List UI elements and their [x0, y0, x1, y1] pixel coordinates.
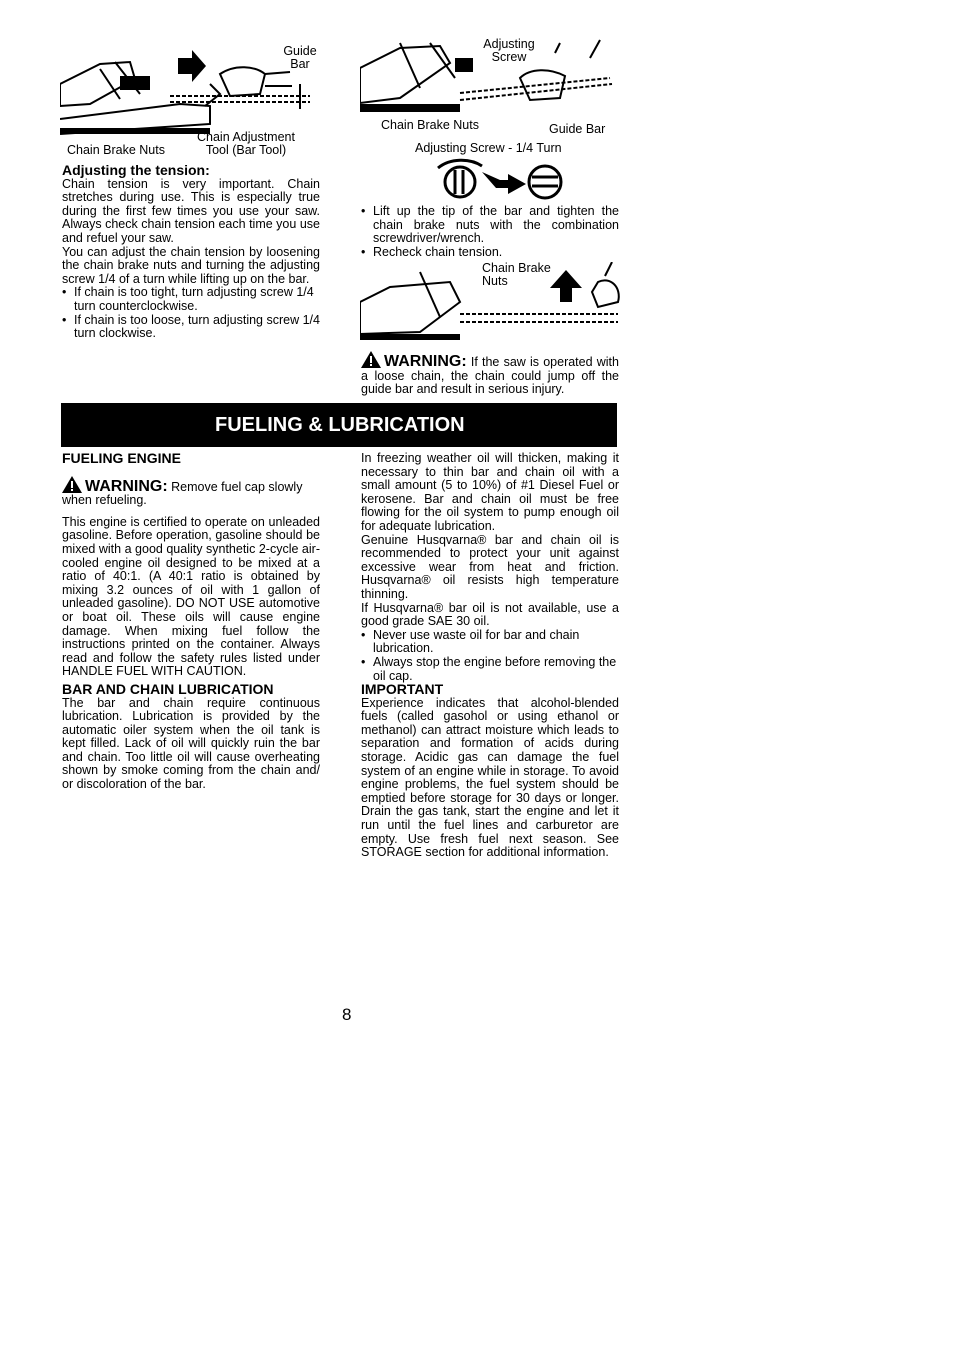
lubrication-para: The bar and chain require continuous lubrication. Lubrication is provided by the automatic oiler system when the oil tank is kept filled. Lack of oil will quickly ruin the bar and chain. Too little oil will cause overheating shown by smoke coming from the chain and/ or discoloration of the bar.	[62, 695, 320, 792]
fig2-guide-bar-label: Guide Bar	[549, 122, 606, 136]
list-item: • Always stop the engine before removing the oil cap.	[361, 656, 619, 683]
list-item: • Never use waste oil for bar and chain lubrication.	[361, 629, 619, 656]
sae-oil-para: If Husqvarna® bar oil is not available, use a good grade SAE 30 oil.	[361, 600, 619, 629]
list-item: • If chain is too tight, turn adjusting screw 1/4 turn counterclockwise.	[62, 286, 320, 313]
label-line: Screw	[491, 50, 527, 64]
fig1-tool-label	[190, 131, 302, 157]
important-para: Experience indicates that alcohol-blended fuels (called gasohol or using ethanol or methanol) can attract moisture which leads to separation and formation of acids during storage. Acidic gas can damage the fuel system of an engine while in storage. To avoid engine problems, the fuel system should be emptied before storage for 30 days or longer. Drain the gas tank, start the engine and let it run until the fuel lines and carburetor are empty. Use fresh fuel next season. See STORAGE section for additional information.	[361, 695, 619, 860]
section-title: FUELING & LUBRICATION	[215, 414, 465, 436]
fuel-para: This engine is certified to operate on unleaded gasoline. Before operation, gasoline should be mixed with a good quality synthetic 2-cycle air-cooled engine oil designed to be mixed at a ratio of 40:1. (A 40:1 ratio is obtained by mixing 3.2 ounces of oil with 1 gallon of unleaded gasoline). DO NOT USE automotive or boat oil. These oils will cause engine damage. When mixing fuel follow the instructions printed on the container. Always read and follow the safety rules listed under HANDLE FUEL WITH CAUTION.	[62, 514, 320, 679]
freezing-para: In freezing weather oil will thicken, making it necessary to thin bar and chain oil with a small amount (5 to 10%) of #1 Diesel Fuel or kerosene. Bar and chain oil must be free flowing for the oil system to pump enough oil for adequate lubrication.	[361, 451, 619, 533]
right-bottom-column	[361, 452, 619, 860]
adjusting-tension-heading: Adjusting the tension:	[62, 162, 210, 178]
warning-label: WARNING:	[85, 477, 168, 495]
fig1-brake-nuts-label: Chain Brake Nuts	[67, 143, 165, 157]
fig4-brake-nuts-label	[482, 262, 551, 288]
fig2-adjusting-screw-label	[478, 38, 540, 64]
important-heading: IMPORTANT	[361, 681, 444, 698]
list-item: • If chain is too loose, turn adjusting screw 1/4 turn clockwise.	[62, 314, 320, 341]
label-line: Guide	[283, 44, 317, 58]
fig2-brake-nuts-label: Chain Brake Nuts	[381, 118, 479, 132]
warning-text: If the saw is operated with a loose chain, the chain could jump off the guide bar and result in serious injury.	[361, 355, 619, 397]
warning-label: WARNING:	[384, 353, 467, 370]
list-item: • Recheck chain tension.	[361, 246, 619, 260]
warning-text: Remove fuel cap slowly when refueling.	[62, 479, 303, 508]
fig3-caption: Adjusting Screw - 1/4 Turn	[415, 141, 562, 155]
page-number: 8	[342, 1005, 352, 1024]
tension-para2: You can adjust the chain tension by loosening the chain brake nuts and turning the adjusting screw 1/4 of a turn while lifting up on the bar.	[62, 244, 320, 286]
fuel-warning	[62, 476, 320, 508]
label-line: Tool (Bar Tool)	[205, 143, 287, 157]
label-line: Bar	[290, 57, 310, 71]
warning-triangle-icon	[62, 476, 82, 493]
label-line: Chain Brake	[482, 261, 551, 275]
warning-triangle-icon	[361, 351, 381, 368]
lubrication-heading: BAR AND CHAIN LUBRICATION	[62, 680, 274, 697]
label-line: Adjusting	[483, 37, 535, 51]
left-bottom-column	[62, 452, 320, 792]
oil-bullets	[361, 629, 619, 683]
tension-para1: Chain tension is very important. Chain stretches during use. This is especially true during the first few times you use your saw. Always check chain tension each time you use and refuel your saw.	[62, 176, 320, 245]
loose-chain-warning	[361, 351, 619, 397]
list-item: • Lift up the tip of the bar and tighten the chain brake nuts with the combination screwdriver/wrench.	[361, 205, 619, 246]
fig1-guide-bar-label	[280, 45, 320, 71]
section-banner	[61, 403, 617, 447]
label-line: Chain Adjustment	[197, 130, 295, 144]
fueling-engine-heading: FUELING ENGINE	[62, 450, 182, 466]
screw-quarter-turn-icon	[430, 158, 566, 204]
genuine-oil-para: Genuine Husqvarna® bar and chain oil is recommended to protect your unit against excessive wear from heat and friction. Husqvarna® oil resists high temperature thinning.	[361, 532, 619, 601]
tension-bullets	[62, 286, 320, 340]
right-top-bullets-block	[361, 205, 619, 259]
brake-nut-bullets	[361, 205, 619, 259]
label-line: Nuts	[482, 274, 508, 288]
left-top-column	[62, 164, 320, 341]
